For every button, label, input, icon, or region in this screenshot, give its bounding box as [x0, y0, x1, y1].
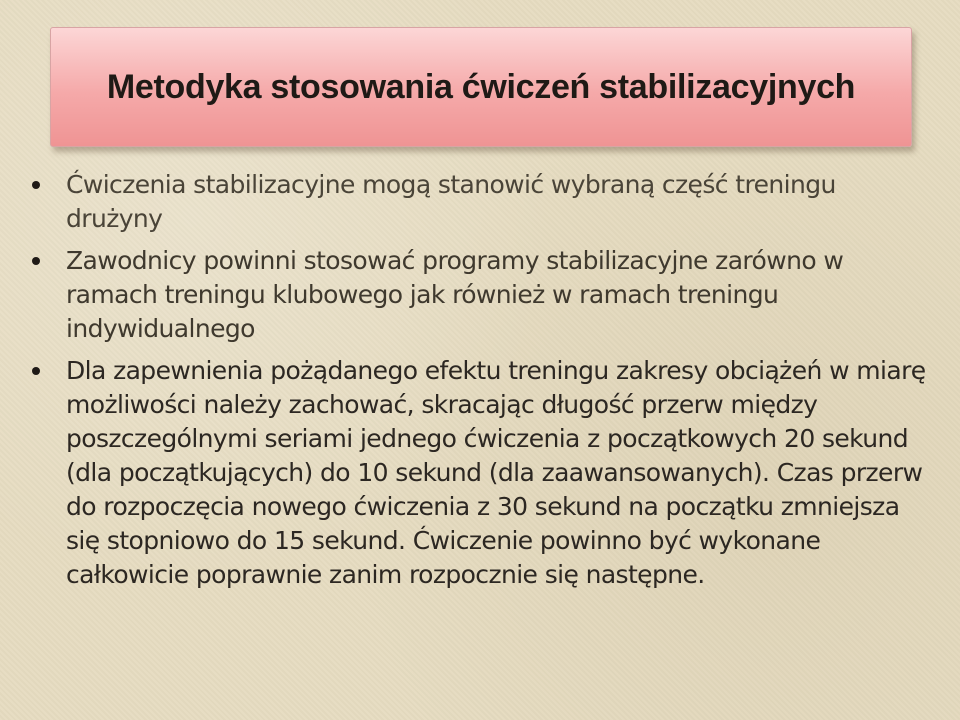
bullet-dot-icon — [32, 367, 40, 375]
title-box — [50, 27, 912, 147]
bullet-text: Dla zapewnienia pożądanego efektu treningu zakresy obciążeń w miarę możliwości należy zachować, skracając długość przerw między poszczególnymi seriami jednego ćwiczenia z początkowych 20 sekund (dla początkujących) do 10 sekund (dla zaawansowanych). Czas przerw do rozpoczęcia nowego ćwiczenia z 30 sekund na początku zmniejsza się stopniowo do 15 sekund. Ćwiczenie powinno być wykonane całkowicie poprawnie zanim rozpocznie się następne. — [66, 356, 926, 589]
bullet-text: Ćwiczenia stabilizacyjne mogą stanowić wybraną część treningu drużyny — [66, 170, 836, 233]
bullet-dot-icon — [32, 257, 40, 265]
slide-title: Metodyka stosowania ćwiczeń stabilizacyjnych — [106, 67, 856, 106]
bullet-list — [30, 168, 935, 600]
bullet-text: Zawodnicy powinni stosować programy stabilizacyjne zarówno w ramach treningu klubowego jak również w ramach treningu indywidualnego — [66, 246, 844, 343]
bullet-dot-icon — [32, 181, 40, 189]
list-item — [30, 168, 935, 236]
list-item — [30, 244, 935, 346]
list-item — [30, 354, 935, 592]
